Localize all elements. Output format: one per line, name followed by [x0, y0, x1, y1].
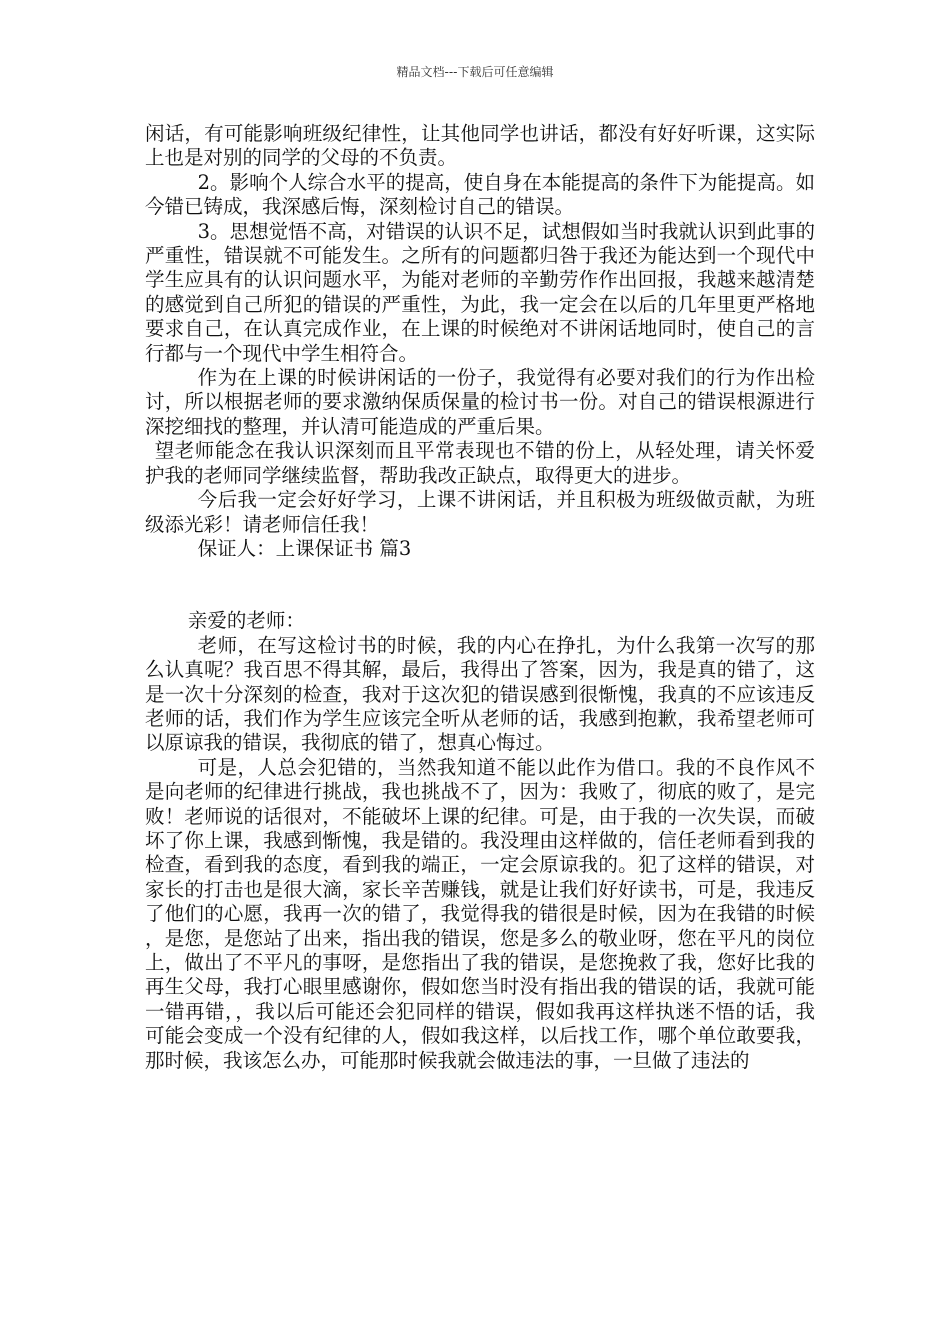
section-gap	[145, 561, 815, 609]
page-header: 精品文档---下载后可任意编辑	[396, 65, 554, 79]
paragraph-4: 作为在上课的时候讲闲话的一份子，我觉得有必要对我们的行为作出检讨，所以根据老师的要求激纳保质保量的检讨书一份。对自己的错误根源进行深挖细找的整理，并认清可能造成的严重后果。	[145, 366, 815, 438]
paragraph-6: 今后我一定会好好学习，上课不讲闲话，并且积极为班级做贡献，为班级添光彩！请老师信任我！	[145, 488, 815, 536]
paragraph-1: 闲话，有可能影响班级纪律性，让其他同学也讲话，都没有好好听课，这实际上也是对别的同学的父母的不负责。	[145, 122, 815, 170]
paragraph-3: 3。思想觉悟不高，对错误的认识不足，试想假如当时我就认识到此事的严重性，错误就不可能发生。之所有的问题都归咎于我还为能达到一个现代中学生应具有的认识问题水平，为能对老师的辛勤劳作作出回报，我越来越清楚的感觉到自己所犯的错误的严重性，为此，我一定会在以后的几年里更严格地要求自己，在认真完成作业，在上课的时候绝对不讲闲话地同时，使自己的言行都与一个现代中学生相符合。	[145, 219, 815, 365]
letter-salutation: 亲爱的老师：	[187, 609, 305, 633]
section-heading: 保证人：上课保证书 篇3	[197, 536, 412, 560]
document-body	[145, 122, 815, 1073]
paragraph-5: 望老师能念在我认识深刻而且平常表现也不错的份上，从轻处理，请关怀爱护我的老师同学继续监督，帮助我改正缺点，取得更大的进步。	[145, 439, 815, 487]
letter-paragraph-1: 老师，在写这检讨书的时候，我的内心在挣扎，为什么我第一次写的那么认真呢？我百思不得其解，最后，我得出了答案，因为，我是真的错了，这是一次十分深刻的检查，我对于这次犯的错误感到很惭愧，我真的不应该违反老师的话，我们作为学生应该完全听从老师的话，我感到抱歉，我希望老师可以原谅我的错误，我彻底的错了，想真心悔过。	[145, 633, 815, 755]
letter-paragraph-2: 可是，人总会犯错的，当然我知道不能以此作为借口。我的不良作风不是向老师的纪律进行挑战，我也挑战不了，因为：我败了，彻底的败了，是完败！老师说的话很对，不能破坏上课的纪律。可是，由于我的一次失误，而破坏了你上课，我感到惭愧，我是错的。我没理由这样做的，信任老师看到我的检查，看到我的态度，看到我的端正，一定会原谅我的。犯了这样的错误，对家长的打击也是很大滴，家长辛苦赚钱，就是让我们好好读书，可是，我违反了他们的心愿，我再一次的错了，我觉得我的错很是时候，因为在我错的时候，是您，是您站了出来，指出我的错误，您是多么的敬业呀，您在平凡的岗位上，做出了不平凡的事呀，是您指出了我的错误，是您挽救了我，您好比我的再生父母，我打心眼里感谢你，假如您当时没有指出我的错误的话，我就可能一错再错，，我以后可能还会犯同样的错误，假如我再这样执迷不悟的话，我可能会变成一个没有纪律的人，假如我这样，以后找工作，哪个单位敢要我，那时候，我该怎么办，可能那时候我就会做违法的事，一旦做了违法的	[145, 755, 815, 1072]
paragraph-2: 2。影响个人综合水平的提高，使自身在本能提高的条件下为能提高。如今错已铸成，我深感后悔，深刻检讨自己的错误。	[145, 170, 815, 219]
